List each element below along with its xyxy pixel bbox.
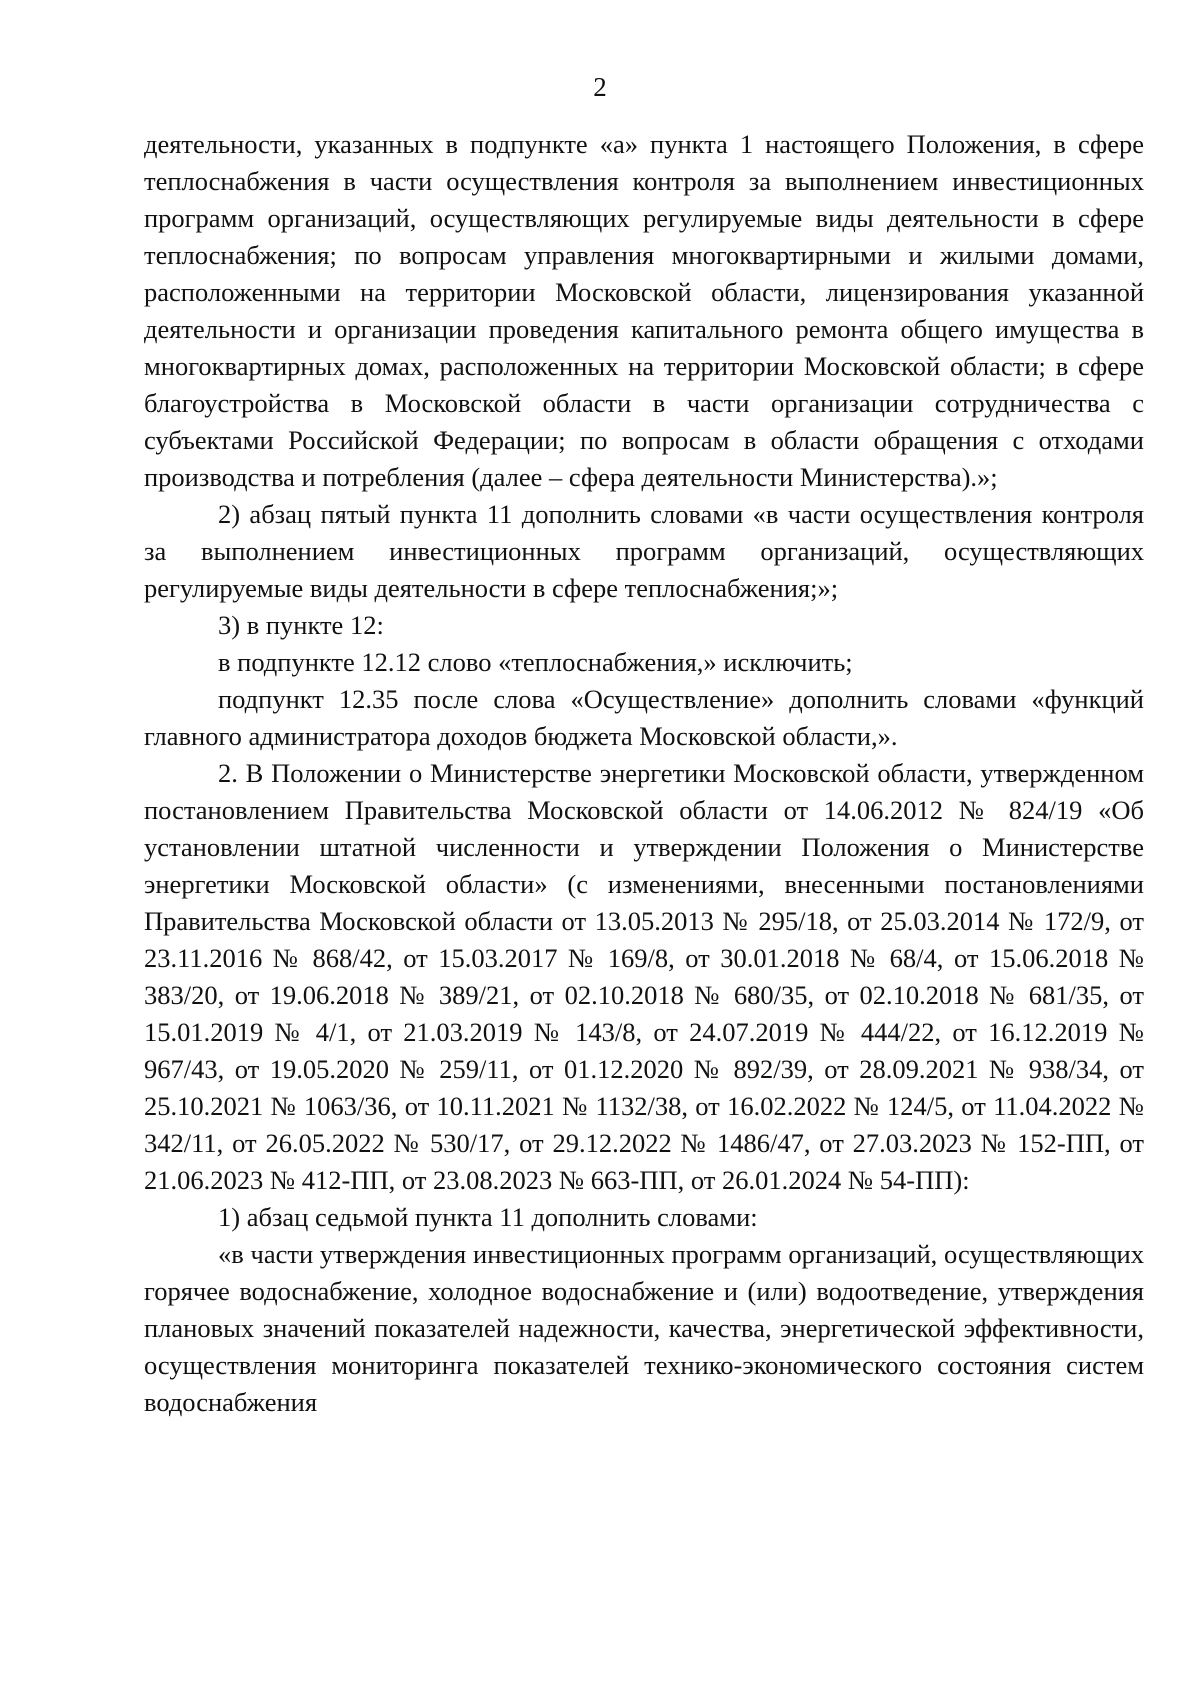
paragraph-section-2-item-1: 1) абзац седьмой пункта 11 дополнить словами: xyxy=(218,1202,758,1232)
document-body xyxy=(144,126,1144,1421)
paragraph-continuation: деятельности, указанных в подпункте «а» пункта 1 настоящего Положения, в сфере теплоснабжения в части осуществления контроля за выполнением инвестиционных программ организаций, осуществляющих регулируемые виды деятельности в сфере теплоснабжения; по вопросам управления многоквартирными и жилыми домами, расположенными на территории Московской области, лицензирования указанной деятельности и организации проведения капитального ремонта общего имущества в многоквартирных домах, расположенных на территории Московской области; в сфере благоустройства в Московской области в части организации сотрудничества с субъектами Российской Федерации; по вопросам в области обращения с отходами производства и потребления (далее – сфера деятельности Министерства).»; xyxy=(144,129,1144,492)
paragraph-subitem-12-35: подпункт 12.35 после слова «Осуществление» дополнить словами «функций главного администратора доходов бюджета Московской области,». xyxy=(144,684,1144,751)
paragraph-quoted-insertion: «в части утверждения инвестиционных программ организаций, осуществляющих горячее водоснабжение, холодное водоснабжение и (или) водоотведение, утверждения плановых значений показателей надежности, качества, энергетической эффективности, осуществления мониторинга показателей технико-экономического состояния систем водоснабжения xyxy=(144,1239,1144,1417)
paragraph-item-3: 3) в пункте 12: xyxy=(218,610,384,640)
paragraph-item-2: 2) абзац пятый пункта 11 дополнить словами «в части осуществления контроля за выполнением инвестиционных программ организаций, осуществляющих регулируемые виды деятельности в сфере теплоснабжения;»; xyxy=(144,499,1144,603)
page-number: 2 xyxy=(593,72,607,102)
paragraph-section-2: 2. В Положении о Министерстве энергетики Московской области, утвержденном постановлением Правительства Московской области от 14.06.2012 № 824/19 «Об установлении штатной численности и утверждении Положения о Министерстве энергетики Московской области» (с изменениями, внесенными постановлениями Правительства Московской области от 13.05.2013 № 295/18, от 25.03.2014 № 172/9, от 23.11.2016 № 868/42, от 15.03.2017 № 169/8, от 30.01.2018 № 68/4, от 15.06.2018 № 383/20, от 19.06.2018 № 389/21, от 02.10.2018 № 680/35, от 02.10.2018 № 681/35, от 15.01.2019 № 4/1, от 21.03.2019 № 143/8, от 24.07.2019 № 444/22, от 16.12.2019 № 967/43, от 19.05.2020 № 259/11, от 01.12.2020 № 892/39, от 28.09.2021 № 938/34, от 25.10.2021 № 1063/36, от 10.11.2021 № 1132/38, от 16.02.2022 № 124/5, от 11.04.2022 № 342/11, от 26.05.2022 № 530/17, от 29.12.2022 № 1486/47, от 27.03.2023 № 152-ПП, от 21.06.2023 № 412-ПП, от 23.08.2023 № 663-ПП, от 26.01.2024 № 54-ПП): xyxy=(144,758,1144,1195)
paragraph-subitem-12-12: в подпункте 12.12 слово «теплоснабжения,» исключить; xyxy=(218,647,853,677)
